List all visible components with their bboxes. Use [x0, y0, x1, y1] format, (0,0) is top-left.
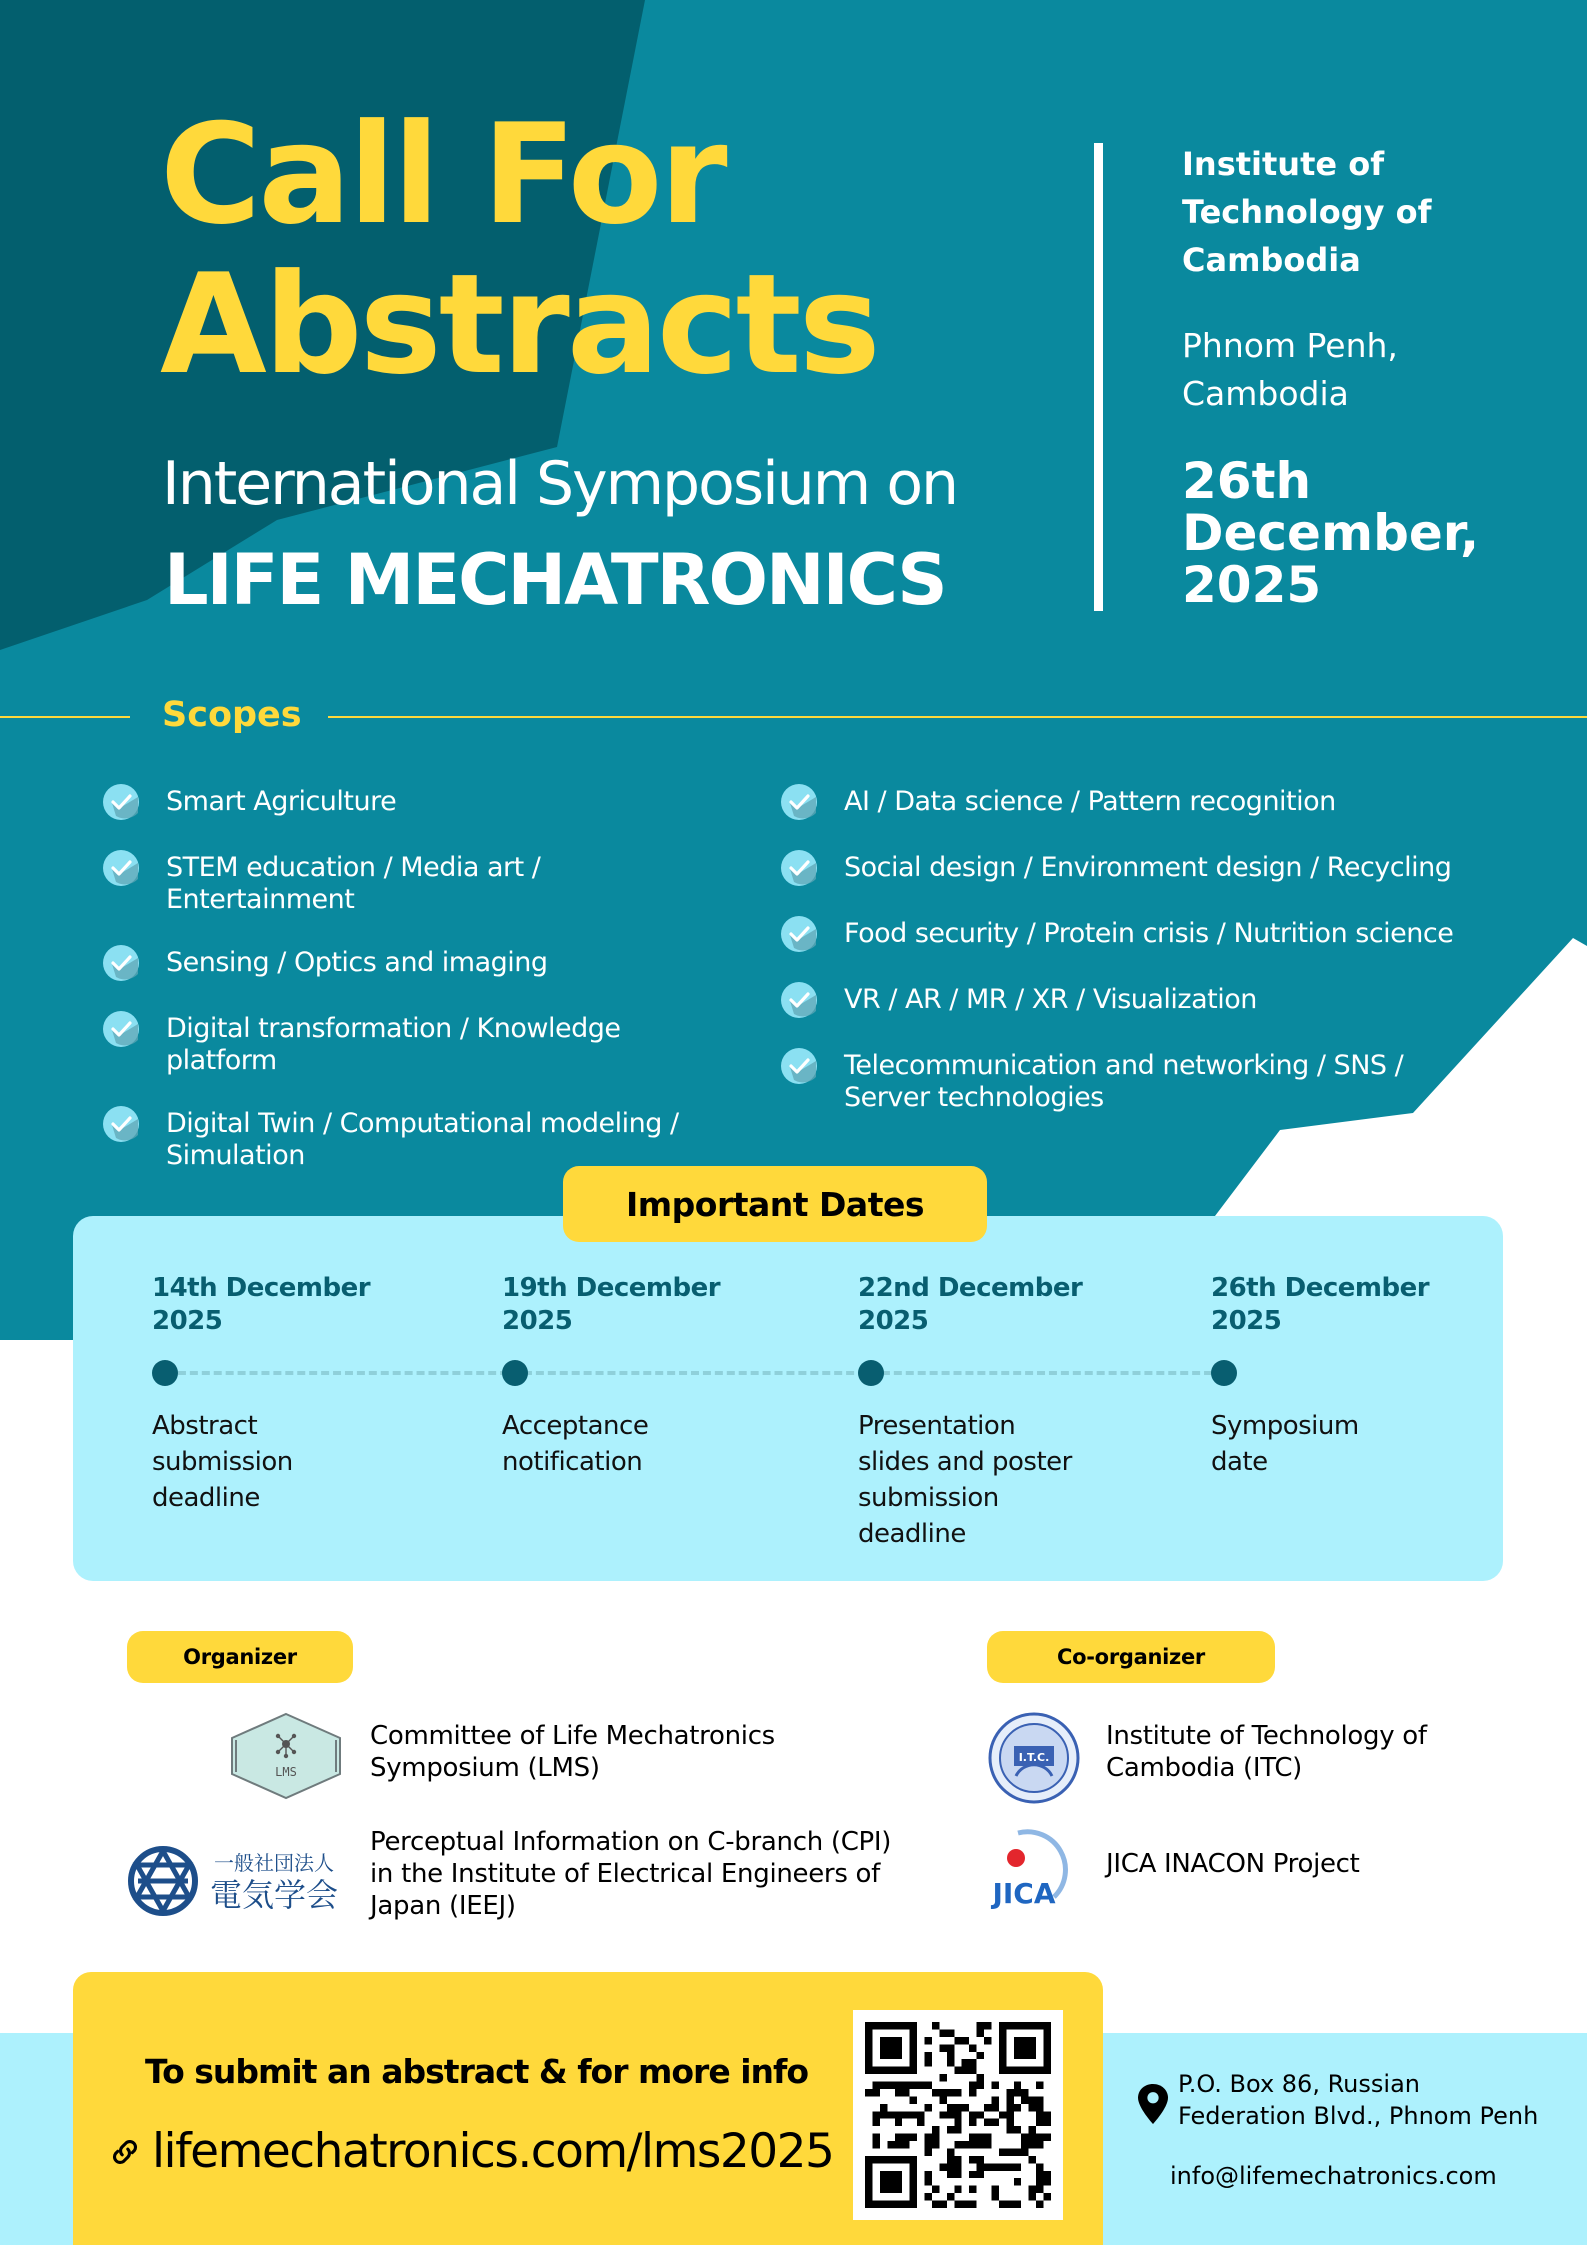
- scope-item: [102, 1013, 782, 1077]
- check-circle-icon: [780, 783, 818, 821]
- timeline-description: Acceptance notification: [502, 1411, 649, 1477]
- svg-text:I.T.C.: I.T.C.: [1018, 1751, 1050, 1764]
- timeline-date-year: 2025: [858, 1306, 929, 1336]
- scope-item: [102, 852, 782, 916]
- timeline-description: Presentation slides and poster submission deadline: [858, 1411, 1072, 1549]
- organizer-badge: Organizer: [127, 1631, 353, 1683]
- venue-city: [1182, 322, 1542, 418]
- co-organizer-name-itc: Institute of Technology of Cambodia (ITC): [1106, 1721, 1427, 1783]
- scope-item: [102, 786, 782, 821]
- timeline-description: Abstract submission deadline: [152, 1411, 293, 1513]
- event-date-line: December,: [1182, 504, 1480, 562]
- timeline-date-line: 19th December: [502, 1273, 721, 1303]
- scope-label: Telecommunication and networking / SNS / Server technologies: [844, 1050, 1404, 1113]
- check-circle-icon: [102, 849, 140, 887]
- itc-logo: [986, 1710, 1082, 1806]
- svg-text:一般社団法人: 一般社団法人: [214, 1851, 334, 1875]
- submission-link[interactable]: [108, 2124, 833, 2180]
- check-circle-icon: [102, 783, 140, 821]
- venue-line: Cambodia: [1182, 241, 1361, 279]
- important-dates-heading: Important Dates: [563, 1166, 987, 1242]
- scope-label: Sensing / Optics and imaging: [166, 947, 548, 978]
- check-circle-icon: [780, 849, 818, 887]
- map-pin-icon: [1138, 2084, 1168, 2124]
- organizer-name-ieej: Perceptual Information on C-branch (CPI) in the Institute of Electrical Engineers of Japan (IEEJ): [370, 1827, 892, 1921]
- check-circle-icon: [102, 1105, 140, 1143]
- ieej-logo: [126, 1842, 348, 1920]
- submission-url[interactable]: lifemechatronics.com/lms2025: [152, 2124, 834, 2179]
- scope-label: Social design / Environment design / Recycling: [844, 852, 1452, 883]
- scope-item: [102, 947, 782, 982]
- organizer-name-lms: Committee of Life Mechatronics Symposium (LMS): [370, 1721, 775, 1783]
- postal-address: [1178, 2068, 1578, 2132]
- check-circle-icon: [780, 915, 818, 953]
- timeline-date: [502, 1272, 822, 1338]
- timeline-item: [1211, 1272, 1531, 1480]
- check-circle-icon: [102, 944, 140, 982]
- submission-heading: To submit an abstract & for more info: [145, 2052, 809, 2091]
- title-line-2: Abstracts: [160, 244, 878, 405]
- scope-label: VR / AR / MR / XR / Visualization: [844, 984, 1257, 1015]
- scope-label: STEM education / Media art / Entertainment: [166, 852, 541, 915]
- vertical-divider: [1094, 143, 1103, 611]
- scope-item: [780, 984, 1460, 1019]
- timeline-date: [858, 1272, 1178, 1338]
- event-date: [1182, 452, 1562, 614]
- event-date-line: 2025: [1182, 556, 1322, 614]
- subtitle-strong: LIFE MECHATRONICS: [164, 539, 946, 621]
- timeline-date-line: 22nd December: [858, 1273, 1083, 1303]
- scopes-divider-right: [328, 716, 1587, 718]
- scopes-heading: Scopes: [162, 695, 302, 735]
- address-line: P.O. Box 86, Russian: [1178, 2070, 1420, 2098]
- svg-text:JICA: JICA: [992, 1877, 1056, 1909]
- timeline-dot: [1211, 1360, 1237, 1386]
- scope-label: Digital transformation / Knowledge platform: [166, 1013, 621, 1076]
- contact-email[interactable]: info@lifemechatronics.com: [1170, 2162, 1497, 2190]
- page-title: [160, 94, 878, 405]
- lms-logo: [228, 1712, 344, 1800]
- scope-item: [780, 786, 1460, 821]
- timeline-date-year: 2025: [1211, 1306, 1282, 1336]
- scope-label: Digital Twin / Computational modeling / Simulation: [166, 1108, 679, 1171]
- title-line-1: Call For: [160, 94, 725, 255]
- timeline-date-year: 2025: [152, 1306, 223, 1336]
- timeline-dot: [152, 1360, 178, 1386]
- qr-code[interactable]: [853, 2010, 1063, 2220]
- scope-item: [780, 1050, 1460, 1114]
- timeline-date-year: 2025: [502, 1306, 573, 1336]
- svg-text:電気学会: 電気学会: [209, 1876, 339, 1914]
- timeline-item: [858, 1272, 1178, 1552]
- jica-logo: [988, 1825, 1068, 1909]
- scopes-list-right: [780, 786, 1460, 1145]
- city-line: Cambodia: [1182, 374, 1349, 413]
- timeline-description: Symposium date: [1211, 1411, 1359, 1477]
- scopes-list-left: [102, 786, 782, 1203]
- timeline-date: [1211, 1272, 1531, 1338]
- scope-item: [780, 918, 1460, 953]
- co-organizer-badge: Co-organizer: [987, 1631, 1275, 1683]
- scopes-divider-left: [0, 716, 130, 718]
- svg-text:LMS: LMS: [275, 1765, 297, 1779]
- scope-label: Food security / Protein crisis / Nutrition science: [844, 918, 1454, 949]
- scope-label: Smart Agriculture: [166, 786, 397, 817]
- timeline-date-line: 14th December: [152, 1273, 371, 1303]
- scope-item: [102, 1108, 782, 1172]
- link-icon: [108, 2135, 142, 2169]
- timeline-date: [152, 1272, 472, 1338]
- timeline-item: [152, 1272, 472, 1516]
- venue-line: Institute of: [1182, 145, 1385, 183]
- address-line: Federation Blvd., Phnom Penh: [1178, 2102, 1539, 2130]
- check-circle-icon: [780, 1047, 818, 1085]
- timeline-item: [502, 1272, 822, 1480]
- timeline-date-line: 26th December: [1211, 1273, 1430, 1303]
- venue-institute: [1182, 140, 1542, 284]
- timeline-dot: [502, 1360, 528, 1386]
- co-organizer-name-jica: JICA INACON Project: [1106, 1849, 1360, 1879]
- timeline-dot: [858, 1360, 884, 1386]
- venue-line: Technology of: [1182, 193, 1432, 231]
- event-date-line: 26th: [1182, 452, 1312, 510]
- check-circle-icon: [102, 1010, 140, 1048]
- check-circle-icon: [780, 981, 818, 1019]
- city-line: Phnom Penh,: [1182, 326, 1398, 365]
- scope-label: AI / Data science / Pattern recognition: [844, 786, 1336, 817]
- scope-item: [780, 852, 1460, 887]
- subtitle: International Symposium on: [162, 449, 958, 519]
